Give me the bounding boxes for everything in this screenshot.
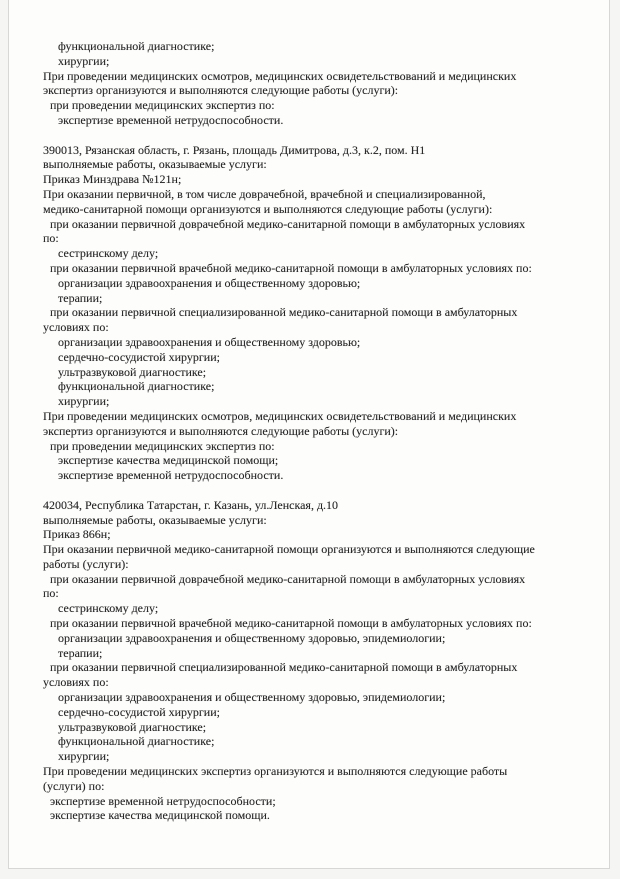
text-block <box>43 143 583 483</box>
text-block <box>43 498 583 824</box>
document-line: организации здравоохранения и общественному здоровью, эпидемиологии; <box>58 690 446 705</box>
document-line: терапии; <box>58 645 103 660</box>
document-line: экспертиз организуются и выполняются следующие работы (услуги): <box>43 83 399 98</box>
document-line: условиях по: <box>43 675 109 690</box>
document-line: экспертизе временной нетрудоспособности. <box>58 112 284 127</box>
document-line: выполняемые работы, оказываемые услуги: <box>43 512 267 527</box>
document-line: при оказании первичной специализированной медико-санитарной помощи в амбулаторных <box>50 305 518 320</box>
document-line: при проведении медицинских экспертиз по: <box>50 98 275 113</box>
document-line: экспертизе временной нетрудоспособности. <box>58 468 284 483</box>
document-line: Приказ 866н; <box>43 527 111 542</box>
document-line: 390013, Рязанская область, г. Рязань, площадь Димитрова, д.3, к.2, пом. Н1 <box>43 142 426 157</box>
document-line: выполняемые работы, оказываемые услуги: <box>43 157 267 172</box>
document-content <box>9 0 609 823</box>
document-line: При оказании первичной медико-санитарной помощи организуются и выполняются следующие <box>43 542 535 557</box>
document-line: сердечно-сосудистой хирургии; <box>58 349 220 364</box>
document-line: 420034, Республика Татарстан, г. Казань, ул.Ленская, д.10 <box>43 497 339 512</box>
document-line: экспертизе качества медицинской помощи; <box>58 453 279 468</box>
document-line: при оказании первичной доврачебной медико-санитарной помощи в амбулаторных условиях <box>50 216 526 231</box>
document-line: сестринскому делу; <box>58 601 159 616</box>
document-line: функциональной диагностике; <box>58 39 215 53</box>
document-line: хирургии; <box>58 394 110 409</box>
document-line: при оказании первичной доврачебной медико-санитарной помощи в амбулаторных условиях <box>50 571 526 586</box>
document-line: экспертизе качества медицинской помощи. <box>50 808 270 823</box>
document-line: При проведении медицинских осмотров, медицинских освидетельствований и медицинских <box>43 68 517 83</box>
document-line: сердечно-сосудистой хирургии; <box>58 704 220 719</box>
document-line: экспертиз организуются и выполняются следующие работы (услуги): <box>43 423 399 438</box>
document-line: при проведении медицинских экспертиз по: <box>50 438 275 453</box>
document-line: работы (услуги): <box>43 556 129 571</box>
document-line: хирургии; <box>58 749 110 764</box>
document-line: медико-санитарной помощи организуются и выполняются следующие работы (услуги): <box>43 201 493 216</box>
document-page <box>8 0 610 869</box>
document-line: организации здравоохранения и общественному здоровью; <box>58 275 361 290</box>
document-line: ультразвуковой диагностике; <box>58 719 207 734</box>
document-line: организации здравоохранения и общественному здоровью; <box>58 334 361 349</box>
document-line: сестринскому делу; <box>58 246 159 261</box>
document-line: функциональной диагностике; <box>58 734 215 749</box>
document-line: при оказании первичной врачебной медико-санитарной помощи в амбулаторных условиях по: <box>50 260 532 275</box>
document-line: по: <box>43 231 59 246</box>
document-line: терапии; <box>58 290 103 305</box>
document-line: При проведении медицинских осмотров, медицинских освидетельствований и медицинских <box>43 408 517 423</box>
document-line: при оказании первичной врачебной медико-санитарной помощи в амбулаторных условиях по: <box>50 616 532 631</box>
document-line: ультразвуковой диагностике; <box>58 364 207 379</box>
document-line: условиях по: <box>43 320 109 335</box>
document-line: при оказании первичной специализированной медико-санитарной помощи в амбулаторных <box>50 660 518 675</box>
document-line: по: <box>43 586 59 601</box>
document-line: При проведении медицинских экспертиз организуются и выполняются следующие работы <box>43 764 508 779</box>
document-line: Приказ Минздрава №121н; <box>43 172 182 187</box>
document-line: организации здравоохранения и общественному здоровью, эпидемиологии; <box>58 630 446 645</box>
document-line: хирургии; <box>58 53 110 68</box>
document-line: При оказании первичной, в том числе доврачебной, врачебной и специализированной, <box>43 186 486 201</box>
document-line: экспертизе временной нетрудоспособности; <box>50 793 276 808</box>
document-line: функциональной диагностике; <box>58 379 215 394</box>
document-line: (услуги) по: <box>43 778 105 793</box>
text-block <box>43 39 583 128</box>
